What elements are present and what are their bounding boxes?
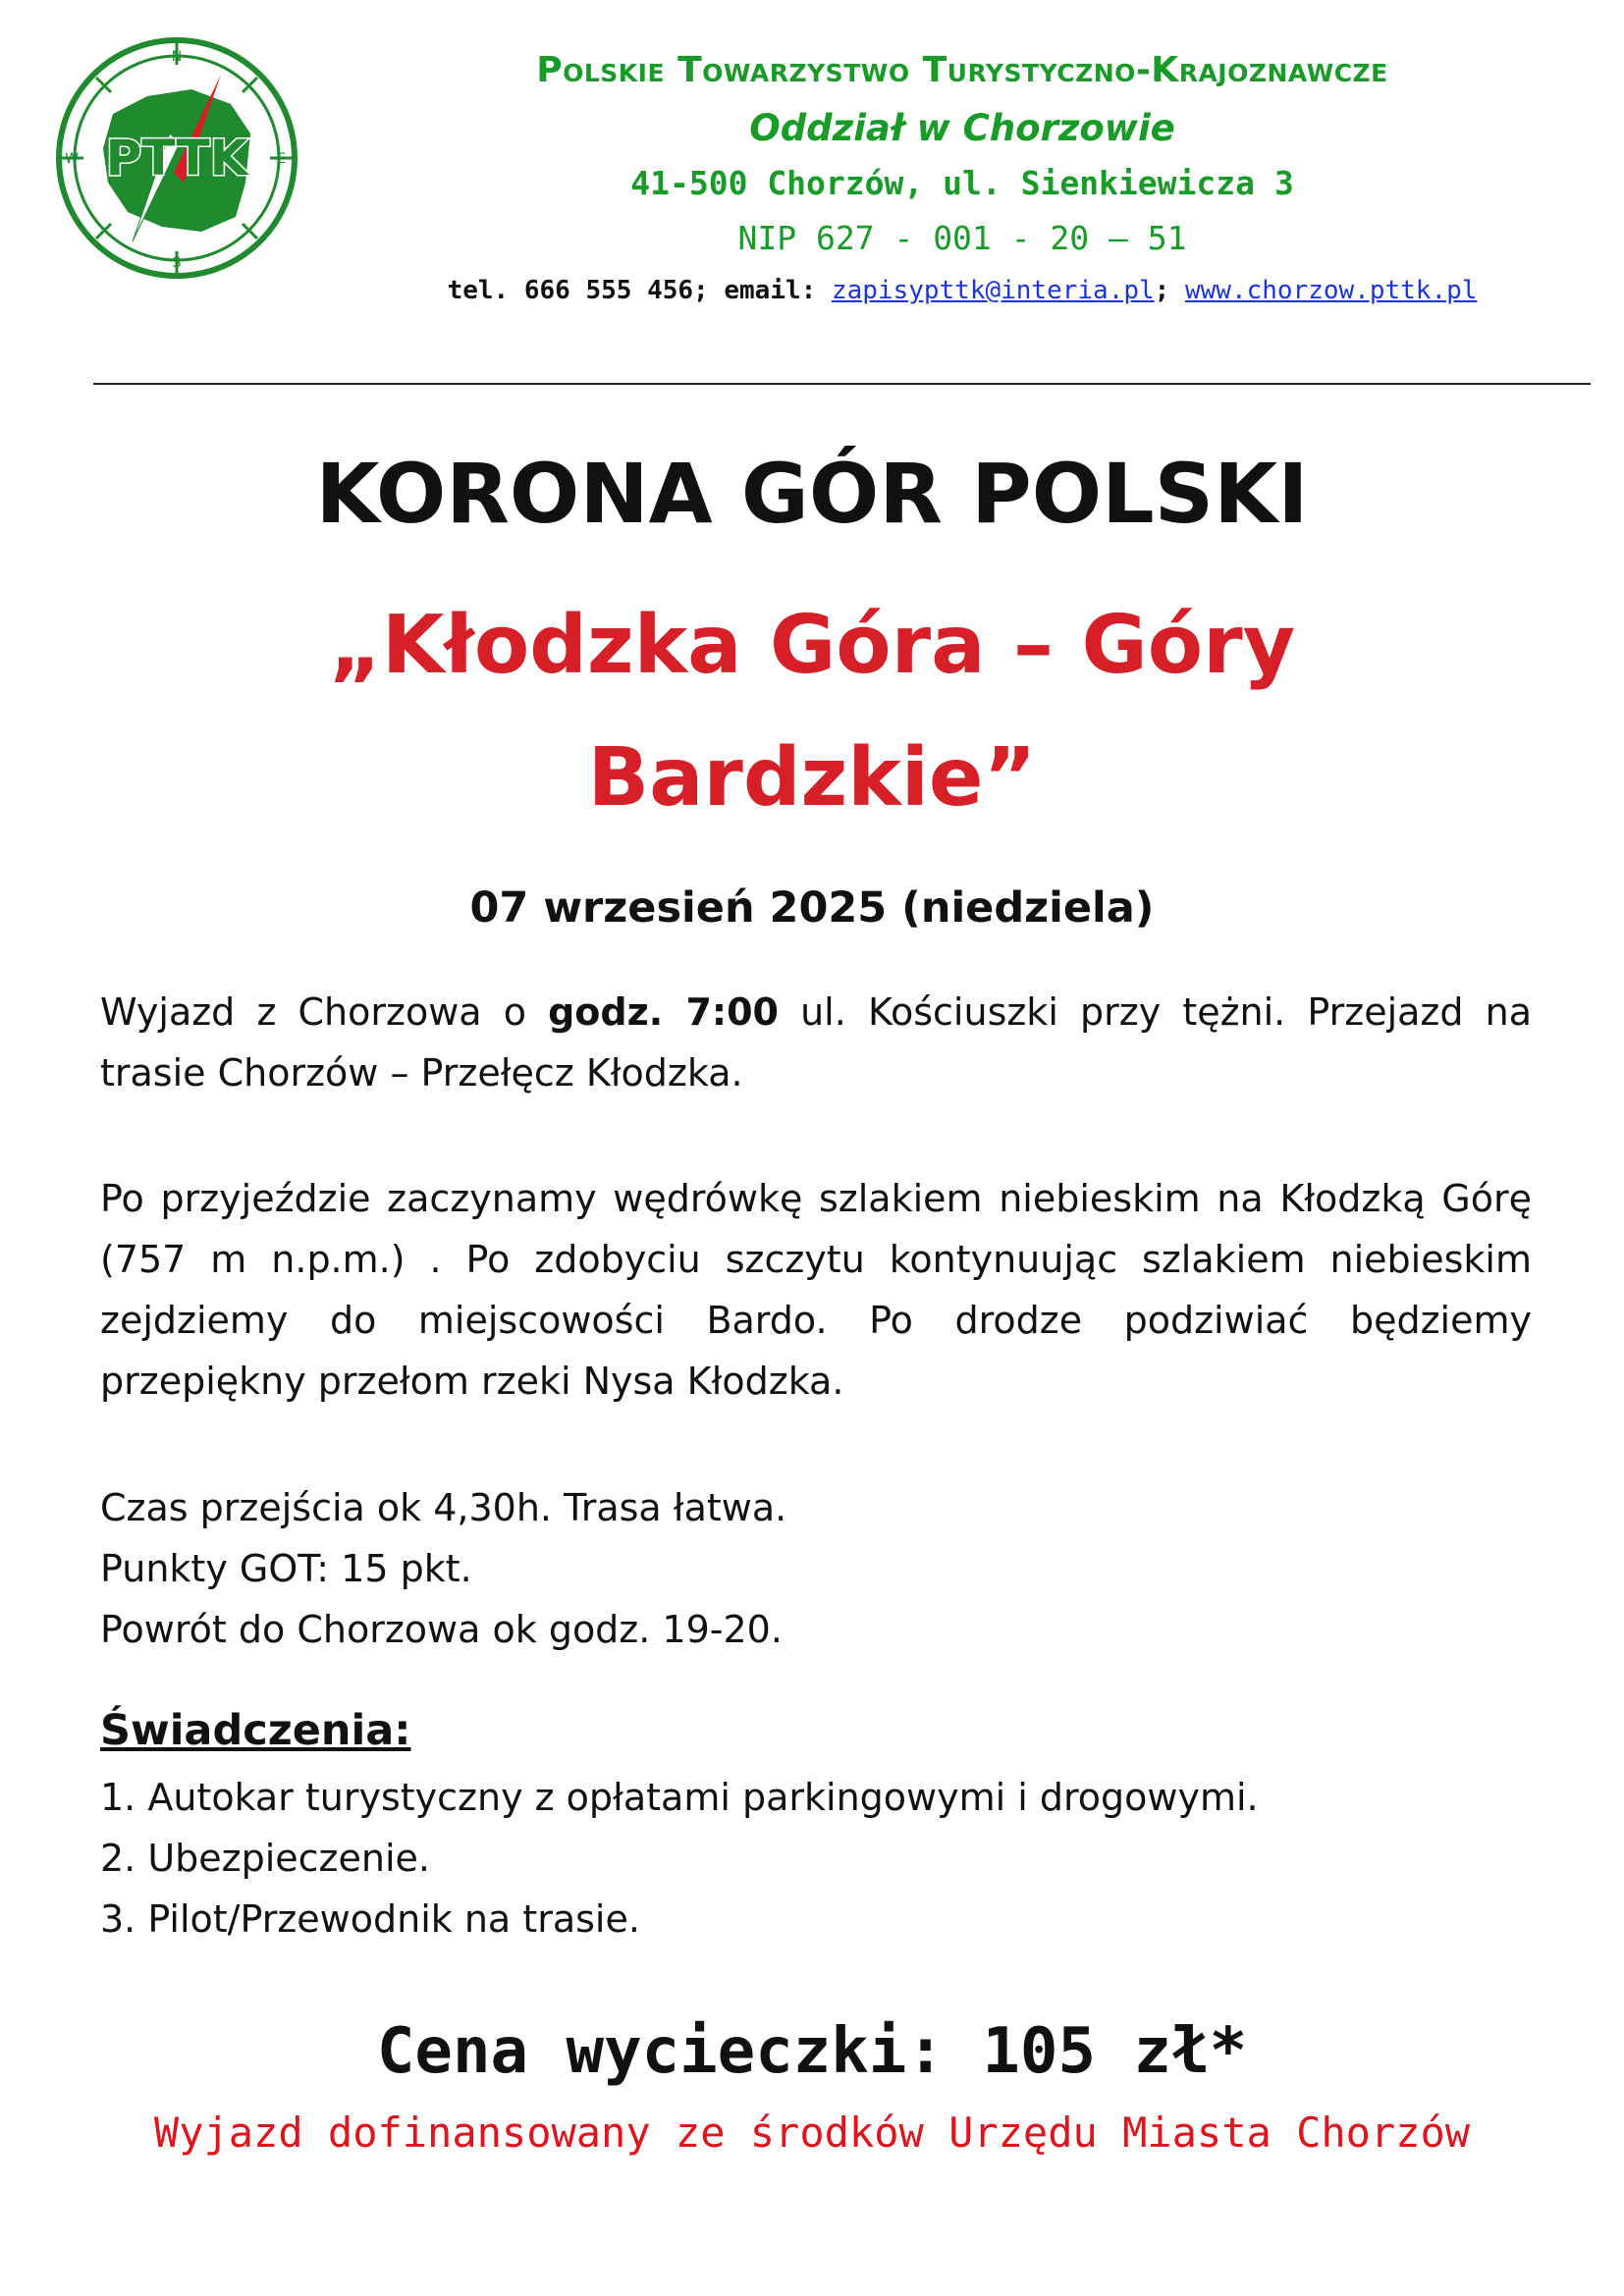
list-item: 1. Autokar turystyczny z opłatami parkingowymi i drogowymi. — [100, 1776, 1259, 1819]
contact-separator: ; — [1154, 276, 1185, 305]
organization-header — [324, 45, 1600, 312]
phone-email-label: tel. 666 555 456; email: — [447, 276, 832, 305]
compass-s-label: S — [172, 255, 182, 271]
list-item: 3. Pilot/Przewodnik na trasie. — [100, 1897, 640, 1941]
compass-w-label: W — [65, 151, 79, 167]
duration-line: Czas przejścia ok 4,30h. Trasa łatwa. — [100, 1486, 787, 1529]
address: 41-500 Chorzów, ul. Sienkiewicza 3 — [630, 164, 1294, 202]
funding-note: Wyjazd dofinansowany ze środków Urzędu Miasta Chorzów — [153, 2109, 1471, 2157]
benefits-heading: Świadczenia: — [100, 1706, 411, 1755]
header-divider — [93, 383, 1591, 385]
departure-time: godz. 7:00 — [548, 990, 779, 1034]
departure-paragraph — [100, 982, 1532, 1103]
branch-name: Oddział w Chorzowie — [749, 107, 1175, 149]
compass-n-label: N — [171, 49, 183, 65]
nip-number: NIP 627 - 001 - 20 – 51 — [737, 219, 1187, 257]
route-paragraph: Po przyjeździe zaczynamy wędrówkę szlakiem niebieskim na Kłodzką Górę (757 m n.p.m.) . Po zdobyciu szczytu kontynuując szlakiem niebieskim zejdziemy do miejscowości Bardo. Po drodze podziwiać będziemy przepiękny przełom rzeki Nysa Kłodzka. — [100, 1177, 1532, 1403]
subtitle-line-2: Bardzkie” — [587, 731, 1037, 825]
list-item: 2. Ubezpieczenie. — [100, 1837, 430, 1880]
got-points-line: Punkty GOT: 15 pkt. — [100, 1547, 472, 1590]
return-line: Powrót do Chorzowa ok godz. 19-20. — [100, 1608, 783, 1651]
subtitle-line-1: „Kłodzka Góra – Góry — [328, 599, 1296, 692]
event-subtitle — [177, 579, 1447, 844]
organization-name: Polskie Towarzystwo Turystyczno-Krajoznawcze — [536, 50, 1388, 90]
event-date: 07 wrzesień 2025 (niedziela) — [469, 883, 1155, 933]
website-link[interactable]: www.chorzow.pttk.pl — [1184, 276, 1478, 305]
departure-text-start: Wyjazd z Chorzowa o — [100, 990, 549, 1034]
trip-info — [100, 1477, 1532, 1660]
event-title: KORONA GÓR POLSKI — [315, 446, 1309, 542]
pttk-logo — [54, 35, 299, 281]
departure-text-end: ul. Kościuszki przy tężni. Przejazd na trasie Chorzów – Przełęcz Kłodzka. — [100, 990, 1533, 1095]
trip-price: Cena wycieczki: 105 zł* — [376, 2015, 1248, 2088]
email-link[interactable]: zapisypttk@interia.pl — [831, 276, 1155, 305]
benefits-list — [100, 1767, 1532, 1949]
contact-line — [324, 269, 1600, 312]
logo-text: PTTK — [105, 130, 248, 187]
compass-e-label: E — [277, 151, 287, 167]
